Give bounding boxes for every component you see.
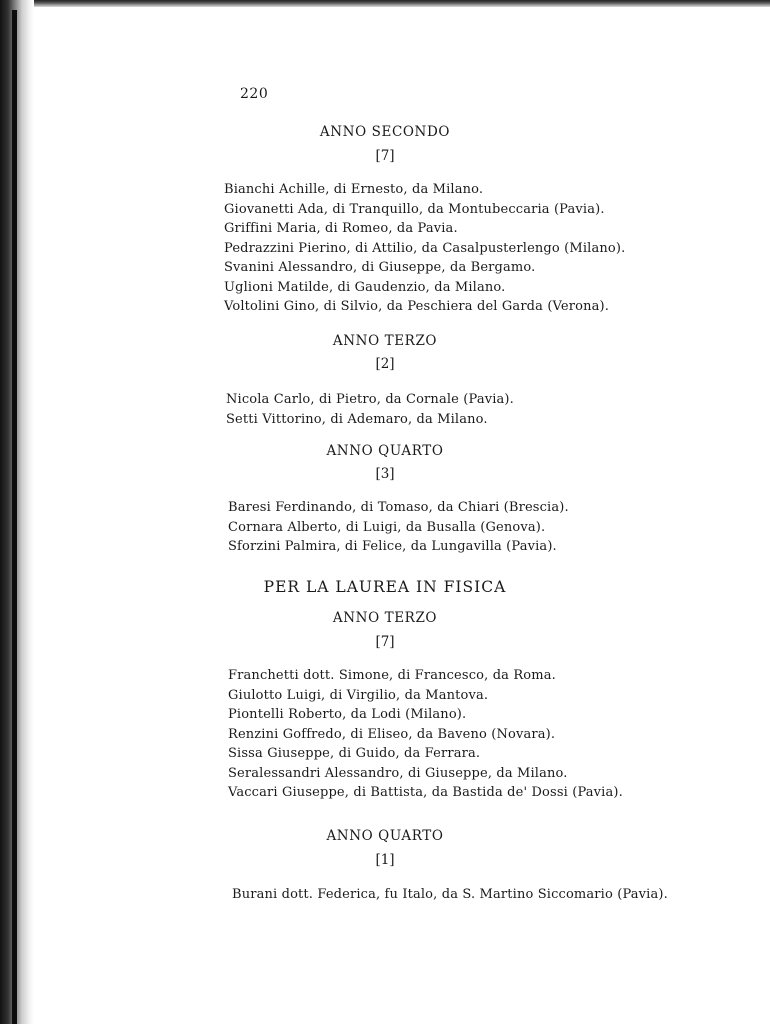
heading-anno-terzo: ANNO TERZO (332, 333, 438, 349)
list-fisica-anno-quarto (232, 885, 668, 905)
list-item: Seralessandri Alessandro, di Giuseppe, da Milano. (228, 765, 568, 781)
heading-fisica-anno-terzo: ANNO TERZO (332, 610, 438, 626)
list-item: Voltolini Gino, di Silvio, da Peschiera del Garda (Verona). (224, 299, 610, 314)
list-item: Pedrazzini Pierino, di Attilio, da Casalpusterlengo (Milano). (224, 240, 626, 256)
heading-anno-quarto: ANNO QUARTO (326, 443, 444, 459)
section-title-fisica: PER LA LAUREA IN FISICA (263, 578, 507, 596)
count-anno-secondo: [7] (375, 148, 395, 164)
list-item: Nicola Carlo, di Pietro, da Cornale (Pavia). (226, 392, 514, 407)
list-item: Sforzini Palmira, di Felice, da Lungavilla (Pavia). (228, 539, 557, 554)
count-anno-quarto: [3] (375, 466, 395, 482)
count-anno-terzo: [2] (375, 356, 395, 372)
list-item: Giovanetti Ada, di Tranquillo, da Montubeccaria (Pavia). (224, 201, 605, 217)
list-item: Svanini Alessandro, di Giuseppe, da Bergamo. (224, 260, 536, 275)
list-item: Griffini Maria, di Romeo, da Pavia. (224, 221, 458, 236)
page-number: 220 (240, 86, 269, 102)
list-item: Franchetti dott. Simone, di Francesco, da Roma. (228, 668, 556, 683)
heading-fisica-anno-quarto: ANNO QUARTO (326, 828, 444, 844)
list-item: Uglioni Matilde, di Gaudenzio, da Milano. (224, 279, 506, 295)
list-item: Setti Vittorino, di Ademaro, da Milano. (226, 411, 488, 427)
list-item: Renzini Goffredo, di Eliseo, da Baveno (Novara). (228, 726, 556, 742)
heading-anno-secondo: ANNO SECONDO (319, 124, 451, 140)
list-item: Cornara Alberto, di Luigi, da Busalla (Genova). (228, 519, 546, 535)
list-item: Giulotto Luigi, di Virgilio, da Mantova. (228, 687, 489, 703)
list-item: Burani dott. Federica, fu Italo, da S. Martino Siccomario (Pavia). (232, 887, 668, 902)
list-item: Piontelli Roberto, da Lodi (Milano). (228, 707, 467, 722)
count-fisica-anno-quarto: [1] (375, 852, 395, 868)
list-fisica-anno-terzo (228, 666, 623, 803)
list-anno-secondo (224, 180, 625, 317)
count-fisica-anno-terzo: [7] (375, 634, 395, 650)
list-item: Bianchi Achille, di Ernesto, da Milano. (224, 182, 484, 197)
list-anno-terzo (226, 390, 514, 429)
page-top-edge (0, 0, 770, 7)
list-item: Vaccari Giuseppe, di Battista, da Bastida de' Dossi (Pavia). (228, 785, 623, 800)
list-item: Sissa Giuseppe, di Guido, da Ferrara. (228, 746, 481, 761)
list-item: Baresi Ferdinando, di Tomaso, da Chiari (Brescia). (228, 500, 569, 515)
list-anno-quarto (228, 498, 569, 557)
